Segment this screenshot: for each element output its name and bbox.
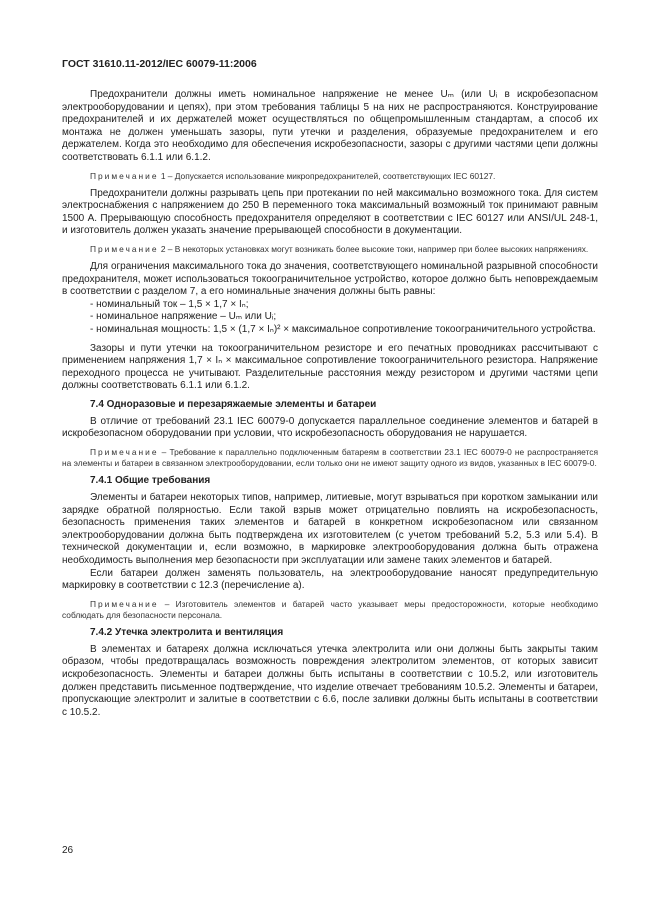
paragraph-current-limiting: Для ограничения максимального тока до значения, соответствующего номинальной разрывной способности предохранителя, может использоваться токоограничительное устройство, которое должно быть неповреждаемым в соответствии с разделом 7, а его номинальные значения должны быть равны: bbox=[62, 260, 598, 298]
section-7-4-2-paragraph: В элементах и батареях должна исключаться утечка электролита или они должны быть закрыты таким образом, чтобы предотвращалась возможность повреждения электролитом элементов, от которых зависит искробезопасность. Элементы и батареи должны быть испытаны в соответствии с 10.5.2, или изготовитель должен представить письменное подтверждение, что изделие отвечает требованиям 10.5.2. Элементы и батареи, пропускающие электролит и залитые в соответствии с 6.6, после заливки должны быть испытаны в соответствии с 10.5.2. bbox=[62, 643, 598, 718]
document-header: ГОСТ 31610.11-2012/IEC 60079-11:2006 bbox=[62, 58, 257, 70]
section-7-4-paragraph: В отличие от требований 23.1 IEC 60079-0 допускается параллельное соединение элементов и батарей в искробезопасном оборудовании при условии, что искробезопасность оборудования не нарушается. bbox=[62, 415, 598, 440]
section-7-4-title: 7.4 Одноразовые и перезаряжаемые элементы и батареи bbox=[90, 398, 377, 410]
paragraph-clearances: Зазоры и пути утечки на токоограничительном резисторе и его печатных проводниках рассчитывают с применением напряжения 1,7 × Iₙ × максимальное сопротивление токоограничительного резистора. Напряжение переходного процесса не учитывают. Разделительные расстояния между резистором и другими частями цепи должны соответствовать 6.1.1 или 6.1.2. bbox=[62, 342, 598, 392]
list-item-rated-voltage: - номинальное напряжение – Uₘ или Uᵢ; bbox=[90, 311, 277, 323]
section-7-4-note bbox=[62, 447, 598, 469]
list-item-rated-power: - номинальная мощность: 1,5 × (1,7 × Iₙ)² × максимальное сопротивление токоограничительного устройства. bbox=[90, 323, 596, 335]
note-1 bbox=[62, 171, 598, 182]
section-7-4-1-paragraph-1: Элементы и батареи некоторых типов, например, литиевые, могут взрываться при коротком замыкании или зарядке обратной полярностью. Если такой взрыв может отрицательно повлиять на искробезопасность, безопасность применения таких элементов и батарей в конкретном искробезопасном или связанном электрооборудовании должна быть подтверждена их изготовителем (с учетом требований 5.2, 5.3 или 5.4). В технической документации и, если возможно, в маркировке электрооборудования должна быть отражена необходимость выполнения мер безопасности при эксплуатации или замене таких элементов и батарей. bbox=[62, 492, 598, 567]
note-text: – Требование к параллельно подключенным батареям в соответствии 23.1 IEC 60079-0 не распространяется на элементы и батареи в связанном электрооборудовании, если только они не имеют защиту одного из видов, указанных в IEC 60079-0. bbox=[62, 447, 599, 469]
note-label: Примечание bbox=[90, 243, 159, 254]
note-text: – Изготовитель элементов и батарей часто указывает меры предосторожности, которые необходимо соблюдать для безопасности персонала. bbox=[62, 598, 599, 620]
note-label: Примечание bbox=[90, 598, 159, 609]
note-label: Примечание bbox=[90, 170, 159, 181]
note-text: 1 – Допускается использование микропредохранителей, соответствующих IEC 60127. bbox=[160, 170, 496, 181]
note-label: Примечание bbox=[90, 447, 159, 458]
section-7-4-1-note bbox=[62, 599, 598, 621]
list-item-rated-current: - номинальный ток – 1,5 × 1,7 × Iₙ; bbox=[90, 298, 249, 310]
note-text: 2 – В некоторых установках могут возникать более высокие токи, например при более высоких напряжениях. bbox=[160, 243, 589, 254]
document-page bbox=[62, 58, 598, 725]
page-number: 26 bbox=[62, 845, 74, 856]
section-7-4-1-paragraph-2: Если батареи должен заменять пользователь, на электрооборудование наносят предупредительную маркировку в соответствии с 12.3 (перечисление а). bbox=[62, 567, 598, 592]
section-7-4-1-title: 7.4.1 Общие требования bbox=[90, 475, 211, 487]
note-2 bbox=[62, 244, 598, 255]
paragraph-fuse-breaking: Предохранители должны разрывать цепь при протекании по ней максимально возможного тока. Для систем электроснабжения с напряжением до 250 В переменного тока максимальный возможный ток принимают равным 1500 А. Прерывающую способность предохранителя определяют в соответствии с IEC 60127 или ANSI/UL 248-1, и изготовитель должен указать значение прерывающей способности в документации. bbox=[62, 187, 598, 237]
section-7-4-2-title: 7.4.2 Утечка электролита и вентиляция bbox=[90, 626, 284, 638]
paragraph-fuse-voltage: Предохранители должны иметь номинальное напряжение не менее Uₘ (или Uᵢ в искробезопасном электрооборудовании и цепях), при этом требования таблицы 5 на них не распространяются. Конструирование предохранителей и их держателей может осуществляться по общепромышленным стандартам, а способ их монтажа не должен уменьшать зазоры, пути утечки и разделения, образуемые предохранителем и его держателем. Когда это необходимо для обеспечения искробезопасности, зазоры с другими частями цепи должны соответствовать 6.1.1 или 6.1.2. bbox=[62, 89, 598, 163]
